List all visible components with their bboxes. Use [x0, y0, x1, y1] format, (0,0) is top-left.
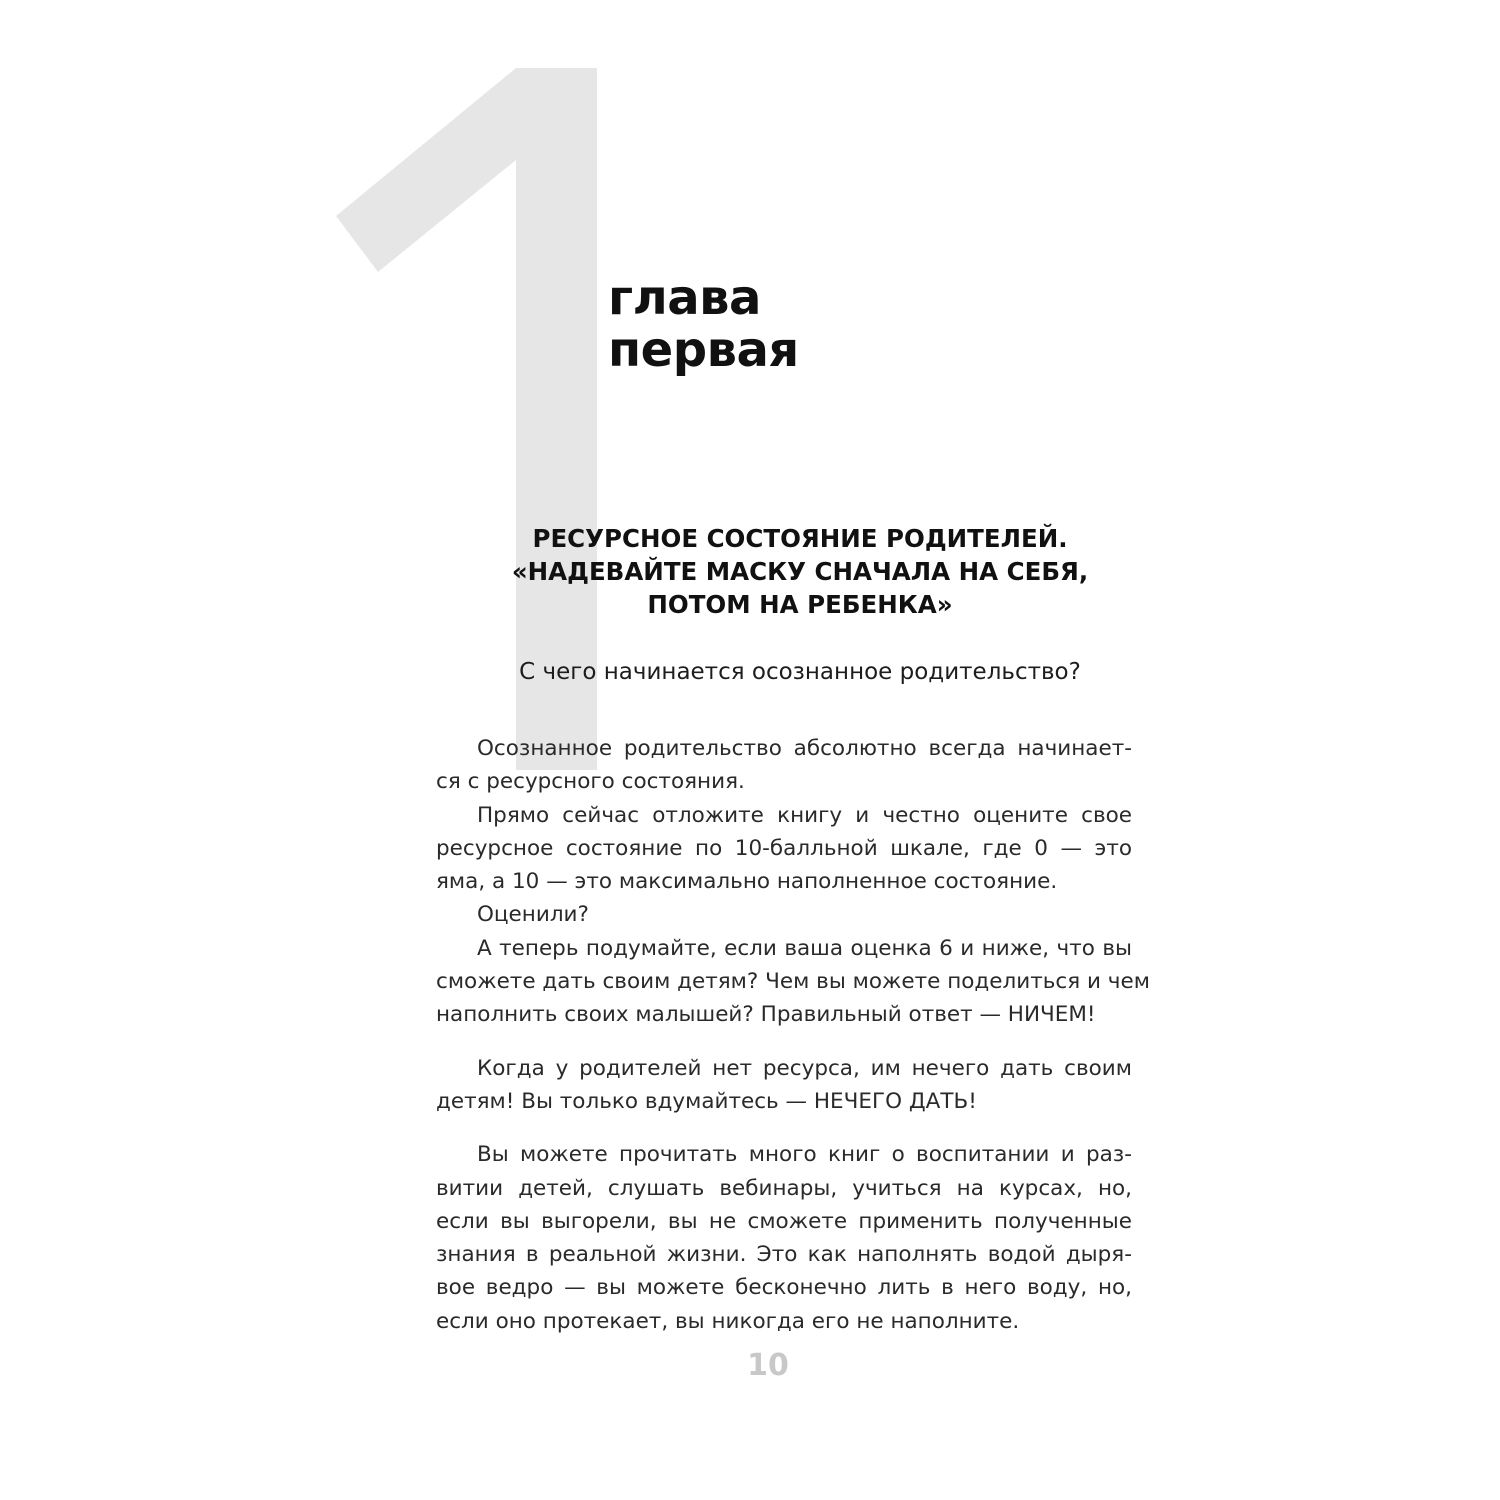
chapter-label — [608, 272, 799, 376]
section-title-line1: РЕСУРСНОЕ СОСТОЯНИЕ РОДИТЕЛЕЙ. — [532, 524, 1068, 553]
body-line: витии детей, слушать вебинары, учиться на курсах, но, — [436, 1175, 1132, 1201]
chapter-label-line2: первая — [608, 322, 799, 378]
section-title-line3: ПОТОМ НА РЕБЕНКА» — [647, 590, 953, 619]
body-line: ся с ресурсного состояния. — [436, 769, 745, 795]
chapter-label-line1: глава — [608, 270, 761, 326]
body-line: если вы выгорели, вы не сможете применить полученные — [436, 1208, 1132, 1234]
body-line: вое ведро — вы можете бесконечно лить в него воду, но, — [436, 1275, 1132, 1301]
section-title-line2: «НАДЕВАЙТЕ МАСКУ СНАЧАЛА НА СЕБЯ, — [511, 557, 1089, 586]
body-line: наполнить своих малышей? Правильный ответ — НИЧЕМ! — [436, 1002, 1096, 1028]
body-line: Оценили? — [477, 902, 589, 928]
body-line: яма, а 10 — это максимально наполненное состояние. — [436, 869, 1058, 895]
body-line: Когда у родителей нет ресурса, им нечего дать своим — [477, 1055, 1132, 1081]
body-line: Вы можете прочитать много книг о воспитании и раз- — [477, 1142, 1132, 1168]
body-line: А теперь подумайте, если ваша оценка 6 и ниже, что вы — [477, 935, 1132, 961]
section-subtitle: С чего начинается осознанное родительство? — [519, 659, 1081, 685]
body-line: Осознанное родительство абсолютно всегда начинает- — [477, 736, 1132, 761]
section-title — [430, 522, 1170, 621]
body-line: Прямо сейчас отложите книгу и честно оцените свое — [477, 802, 1132, 828]
body-line: сможете дать своим детям? Чем вы можете поделиться и чем — [436, 969, 1150, 995]
body-text — [436, 732, 1150, 1338]
body-line: знания в реальной жизни. Это как наполнять водой дыря- — [436, 1242, 1132, 1268]
page-number: 10 — [747, 1348, 789, 1383]
body-line: детям! Вы только вдумайтесь — НЕЧЕГО ДАТЬ! — [436, 1088, 977, 1114]
body-line: ресурсное состояние по 10-балльной шкале, где 0 — это — [436, 835, 1132, 861]
body-line: если оно протекает, вы никогда его не наполните. — [436, 1308, 1020, 1334]
